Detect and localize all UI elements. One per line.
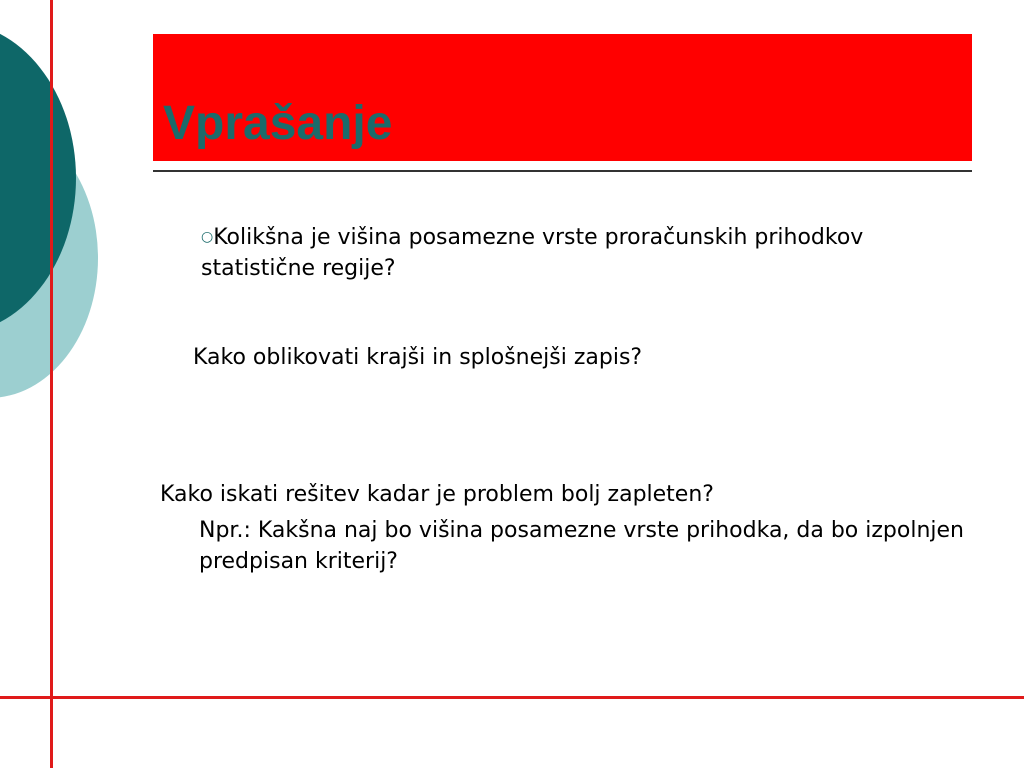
question-3: Kako iskati rešitev kadar je problem bolj zapleten?: [160, 482, 714, 507]
title-underline: [153, 170, 972, 172]
slide-title: Vprašanje: [163, 97, 393, 150]
question-2: Kako oblikovati krajši in splošnejši zapis?: [193, 345, 643, 370]
question-1: [201, 222, 901, 284]
example-text: Npr.: Kakšna naj bo višina posamezne vrste prihodka, da bo izpolnjen predpisan kriterij?: [199, 518, 964, 574]
circle-bullet-icon: ○: [201, 229, 214, 245]
vertical-accent-line: [50, 0, 53, 768]
horizontal-accent-line: [0, 696, 1024, 699]
question-1-text: Kolikšna je višina posamezne vrste proračunskih prihodkov statistične regije?: [201, 225, 864, 281]
